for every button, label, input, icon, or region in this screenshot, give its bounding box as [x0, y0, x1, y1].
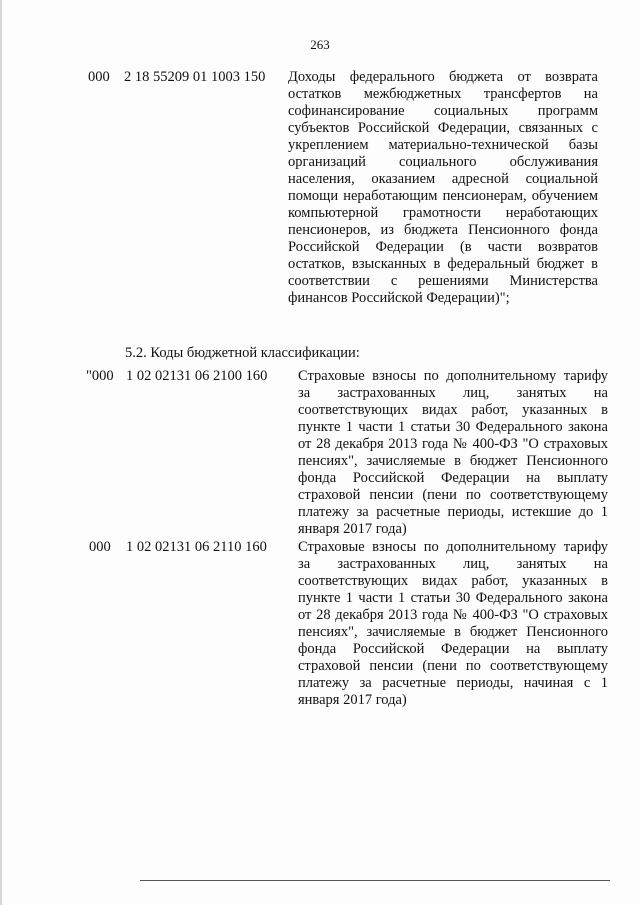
section-heading: 5.2. Коды бюджетной классификации:	[125, 345, 360, 361]
entry-description: Страховые взносы по дополнительному тарифу за застрахованных лиц, занятых на соответствующих видах работ, указанных в пункте 1 части 1 статьи 30 Федерального закона от 28 декабря 2013 года № 400-ФЗ "О страховых пенсиях", зачисляемые в бюджет Пенсионного фонда Российской Федерации на выплату страховой пенсии (пени по соответствующему платежу за расчетные периоды, начиная с 1 января 2017 года)	[298, 539, 608, 708]
admin-code: 000	[88, 69, 110, 85]
page-number: 263	[310, 37, 330, 52]
budget-code: 1 02 02131 06 2110 160	[126, 539, 267, 555]
page-bottom-line	[140, 880, 610, 881]
classification-entry	[88, 69, 608, 329]
entry-description: Доходы федерального бюджета от возврата остатков межбюджетных трансфертов на софинансирование социальных программ субъектов Российской Федерации, связанных с укреплением материально-технической базы организаций социального обслуживания населения, оказанием адресной социальной помощи неработающим пенсионерам, обучением компьютерной грамотности неработающих пенсионеров, из бюджета Пенсионного фонда Российской Федерации (в части возвратов остатков, взысканных в федеральный бюджет в соответствии с решениями Министерства финансов Российской Федерации)";	[288, 69, 598, 306]
entry-description: Страховые взносы по дополнительному тарифу за застрахованных лиц, занятых на соответствующих видах работ, указанных в пункте 1 части 1 статьи 30 Федерального закона от 28 декабря 2013 года № 400-ФЗ "О страховых пенсиях", зачисляемые в бюджет Пенсионного фонда Российской Федерации на выплату страховой пенсии (пени по соответствующему платежу за расчетные периоды, истекшие до 1 января 2017 года)	[298, 368, 608, 537]
budget-code: 2 18 55209 01 1003 150	[124, 69, 266, 85]
classification-entry	[86, 368, 610, 538]
classification-entry	[89, 539, 610, 709]
budget-code: 1 02 02131 06 2100 160	[126, 368, 268, 384]
admin-code: 000	[89, 539, 111, 555]
scan-edge	[0, 0, 2, 905]
admin-code: "000	[86, 368, 114, 384]
